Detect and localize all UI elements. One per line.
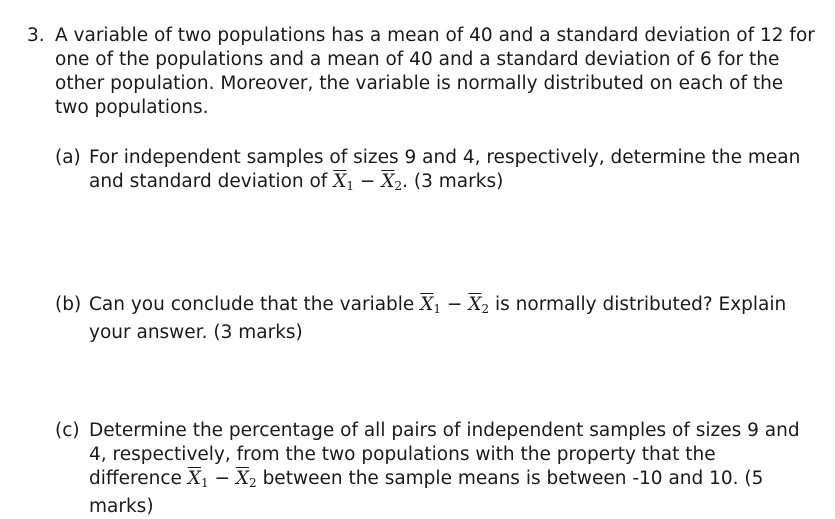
xbar2-symbol: $\overline{X}$ (235, 468, 250, 489)
xbar2-symbol: $\overline{X}$ (381, 171, 395, 192)
minus-sign: − (446, 294, 463, 315)
sub2: 2 (481, 302, 490, 316)
minus-sign: − (214, 468, 230, 489)
part-a-text-before: For independent samples of sizes 9 and 4, respectively, determine the mean and standard deviation of (89, 147, 801, 192)
part-b-text-after: is normally distributed? Explain your answer. (3 marks) (89, 294, 787, 343)
part-a-formula (333, 171, 402, 192)
part-c-text-before: Determine the percentage of all pairs of independent samples of sizes 9 and 4, respectively, from the two populations with the property that the difference (89, 420, 800, 489)
sub1: 1 (200, 476, 209, 490)
part-b-label: (b) (55, 294, 82, 315)
xbar2-symbol: $\overline{X}$ (468, 294, 482, 315)
part-a-text (89, 146, 809, 198)
xbar1-symbol: $\overline{X}$ (187, 468, 201, 489)
question-stem: A variable of two populations has a mean of 40 and a standard deviation of 12 for one of the populations and a mean of 40 and a standard deviation of 6 for the other population. Moreover, the variable is normally distributed on each of the two populations. (55, 25, 815, 118)
sub2: 2 (249, 476, 257, 490)
part-c-label: (c) (55, 420, 80, 441)
question-number: 3. (27, 25, 45, 46)
xbar1-symbol: $\overline{X}$ (420, 294, 434, 315)
part-b-text (89, 293, 809, 345)
part-b-text-before: Can you conclude that the variable (89, 294, 421, 315)
sub1: 1 (346, 179, 355, 193)
sub2: 2 (394, 179, 403, 193)
part-b-formula (420, 294, 489, 315)
part-a-text-after: . (3 marks) (402, 171, 504, 192)
part-c-formula (188, 468, 257, 489)
part-c-text-after: between the sample means is between -10 and 10. (5 marks) (89, 468, 764, 517)
minus-sign: − (359, 171, 376, 192)
part-a-label: (a) (55, 147, 81, 168)
part-c-text (89, 419, 809, 519)
sub1: 1 (433, 302, 442, 316)
xbar1-symbol: $\overline{X}$ (333, 171, 347, 192)
